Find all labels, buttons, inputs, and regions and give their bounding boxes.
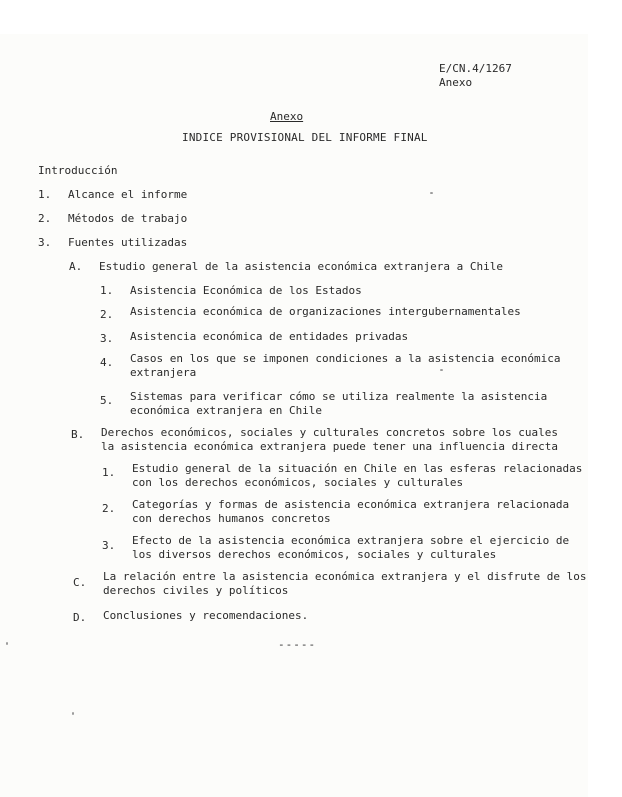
section-a-heading: Estudio general de la asistencia económica extranjera a Chile xyxy=(99,260,503,273)
introduction-item: Introducción xyxy=(38,164,118,177)
item-number: 3. xyxy=(38,236,52,249)
section-b-item-3-line-2: los diversos derechos económicos, sociales y culturales xyxy=(132,548,497,561)
section-c-line-2: derechos civiles y políticos xyxy=(103,584,289,597)
section-b-item-3-line-1: Efecto de la asistencia económica extranjera sobre el ejercicio de xyxy=(132,534,570,547)
item-number: 1. xyxy=(102,466,116,479)
section-letter: D. xyxy=(73,611,87,624)
section-a-item-2: Asistencia económica de organizaciones intergubernamentales xyxy=(130,305,521,318)
item-number: 3. xyxy=(102,539,116,552)
section-letter: C. xyxy=(73,576,87,589)
item-number: 4. xyxy=(100,356,114,369)
section-letter: A. xyxy=(69,260,83,273)
document-reference xyxy=(439,62,512,90)
document-code: E/CN.4/1267 xyxy=(439,62,512,75)
section-a-item-4-line-2: extranjera xyxy=(130,366,197,379)
section-a-item-3: Asistencia económica de entidades privadas xyxy=(130,330,409,343)
section-b-item-1-line-1: Estudio general de la situación en Chile en las esferas relacionadas xyxy=(132,462,583,475)
section-a-item-5-line-2: económica extranjera en Chile xyxy=(130,404,323,417)
section-a-item-5-line-1: Sistemas para verificar cómo se utiliza realmente la asistencia xyxy=(130,390,548,403)
paper-speck xyxy=(6,642,8,645)
toc-item-1 xyxy=(38,188,51,202)
document-title: INDICE PROVISIONAL DEL INFORME FINAL xyxy=(182,131,428,144)
section-b-item-1-line-2: con los derechos económicos, sociales y culturales xyxy=(132,476,464,489)
section-b-item-2-line-1: Categorías y formas de asistencia económica extranjera relacionada xyxy=(132,498,570,511)
end-divider: ----- xyxy=(278,638,317,651)
item-number: 1. xyxy=(100,284,114,297)
item-number: 3. xyxy=(100,332,114,345)
document-annex-note: Anexo xyxy=(439,76,473,89)
item-number: 2. xyxy=(38,212,52,225)
paper-speck xyxy=(430,192,433,194)
document-page xyxy=(0,34,588,797)
item-number: 1. xyxy=(38,188,52,201)
item-number: 2. xyxy=(102,502,116,515)
item-number: 2. xyxy=(100,308,114,321)
annex-heading: Anexo xyxy=(270,110,304,123)
item-number: 5. xyxy=(100,394,114,407)
section-d-text: Conclusiones y recomendaciones. xyxy=(103,609,309,622)
toc-item-3-text: Fuentes utilizadas xyxy=(68,236,188,249)
section-b-heading-line-2: la asistencia económica extranjera puede tener una influencia directa xyxy=(101,440,558,453)
toc-item-1-text: Alcance el informe xyxy=(68,188,188,201)
section-b-item-2-line-2: con derechos humanos concretos xyxy=(132,512,331,525)
section-a-item-4-line-1: Casos en los que se imponen condiciones a la asistencia económica xyxy=(130,352,561,365)
paper-speck xyxy=(72,712,74,715)
section-c-line-1: La relación entre la asistencia económica extranjera y el disfrute de los xyxy=(103,570,587,583)
paper-speck xyxy=(440,369,443,371)
section-a-item-1: Asistencia Económica de los Estados xyxy=(130,284,362,297)
section-b-heading-line-1: Derechos económicos, sociales y culturales concretos sobre los cuales xyxy=(101,426,558,439)
section-letter: B. xyxy=(71,428,85,441)
toc-item-2-text: Métodos de trabajo xyxy=(68,212,188,225)
